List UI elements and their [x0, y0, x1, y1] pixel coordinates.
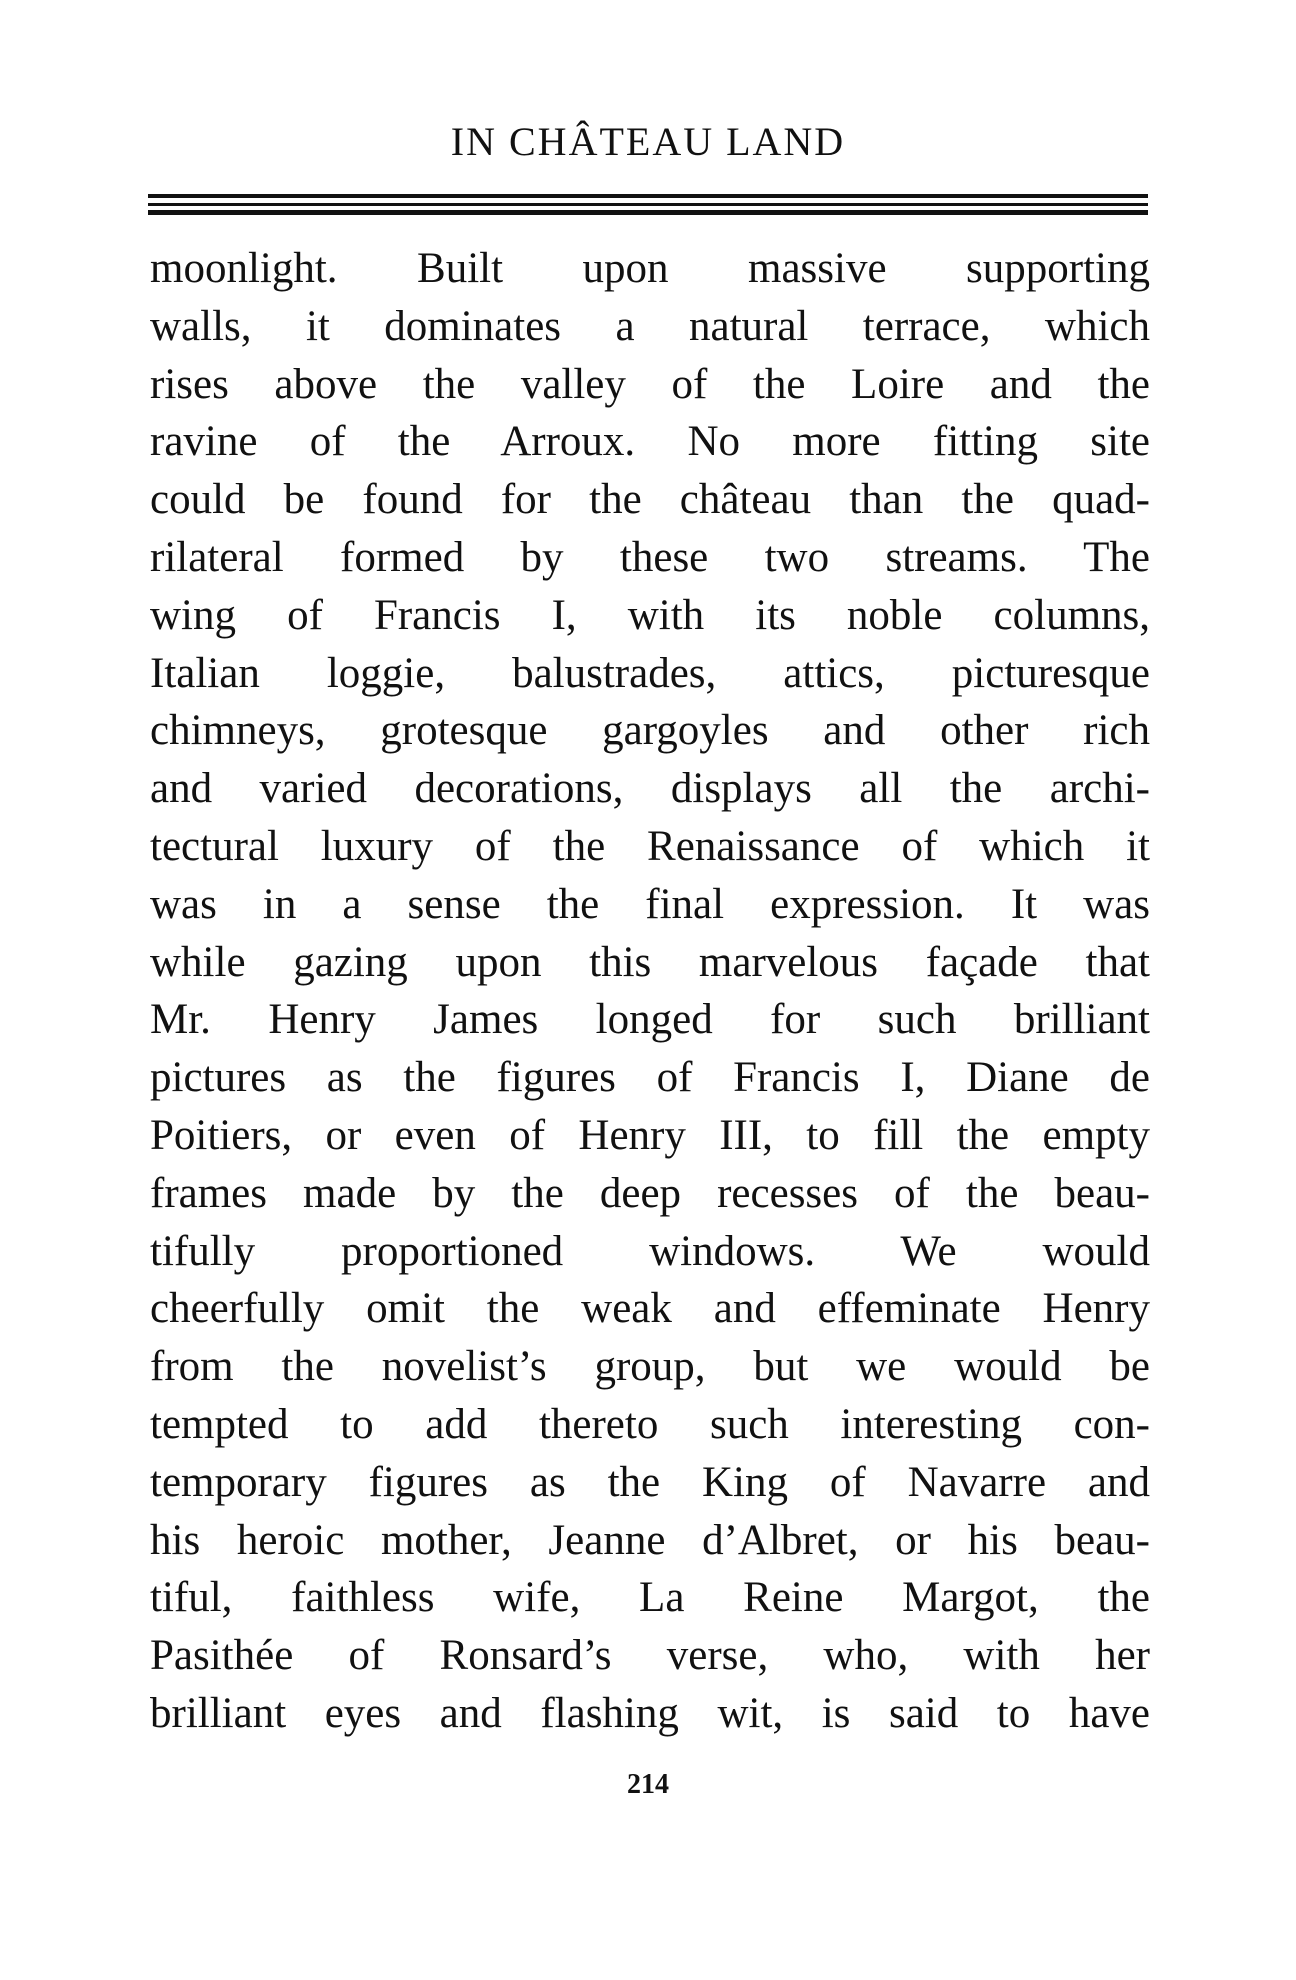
text-line: moonlight. Built upon massive supporting — [150, 245, 1150, 292]
text-line: tifully proportioned windows. We would — [150, 1227, 1150, 1275]
text-line: could be found for the château than the quad- — [150, 476, 1150, 524]
text-line: chimneys, grotesque gargoyles and other rich — [150, 707, 1150, 755]
header-rule-top — [148, 194, 1148, 198]
text-line: brilliant eyes and flashing wit, is said to have — [150, 1689, 1150, 1737]
text-line: tiful, faithless wife, La Reine Margot, the — [150, 1574, 1150, 1622]
text-line: frames made by the deep recesses of the beau- — [150, 1169, 1150, 1217]
running-head: IN CHÂTEAU LAND — [450, 119, 846, 164]
text-line: was in a sense the final expression. It was — [150, 880, 1150, 928]
text-line: tectural luxury of the Renaissance of which it — [150, 822, 1150, 870]
text-line: rises above the valley of the Loire and the — [150, 360, 1150, 408]
page-number: 214 — [627, 1769, 669, 1800]
text-line: his heroic mother, Jeanne d’Albret, or his beau- — [150, 1516, 1150, 1564]
text-line: Pasithée of Ronsard’s verse, who, with her — [150, 1632, 1150, 1680]
body-text — [150, 240, 1150, 1743]
text-line: Poitiers, or even of Henry III, to fill the empty — [150, 1111, 1150, 1159]
header-rule-bottom — [148, 210, 1148, 215]
text-line: from the novelist’s group, but we would be — [150, 1343, 1150, 1391]
header-rule-middle — [148, 203, 1148, 206]
text-line: temporary figures as the King of Navarre and — [150, 1458, 1150, 1506]
text-line: while gazing upon this marvelous façade that — [150, 938, 1150, 986]
text-line: wing of Francis I, with its noble columns, — [150, 591, 1150, 639]
text-line: tempted to add thereto such interesting con- — [150, 1400, 1150, 1448]
text-line: pictures as the figures of Francis I, Diane de — [150, 1054, 1150, 1102]
text-line: cheerfully omit the weak and effeminate Henry — [150, 1285, 1150, 1333]
text-line: ravine of the Arroux. No more fitting site — [150, 418, 1150, 466]
text-line: walls, it dominates a natural terrace, which — [150, 302, 1150, 350]
text-line: and varied decorations, displays all the archi- — [150, 765, 1150, 813]
text-line: Mr. Henry James longed for such brilliant — [150, 996, 1150, 1044]
text-line: rilateral formed by these two streams. The — [150, 533, 1150, 581]
text-line: Italian loggie, balustrades, attics, picturesque — [150, 649, 1150, 697]
